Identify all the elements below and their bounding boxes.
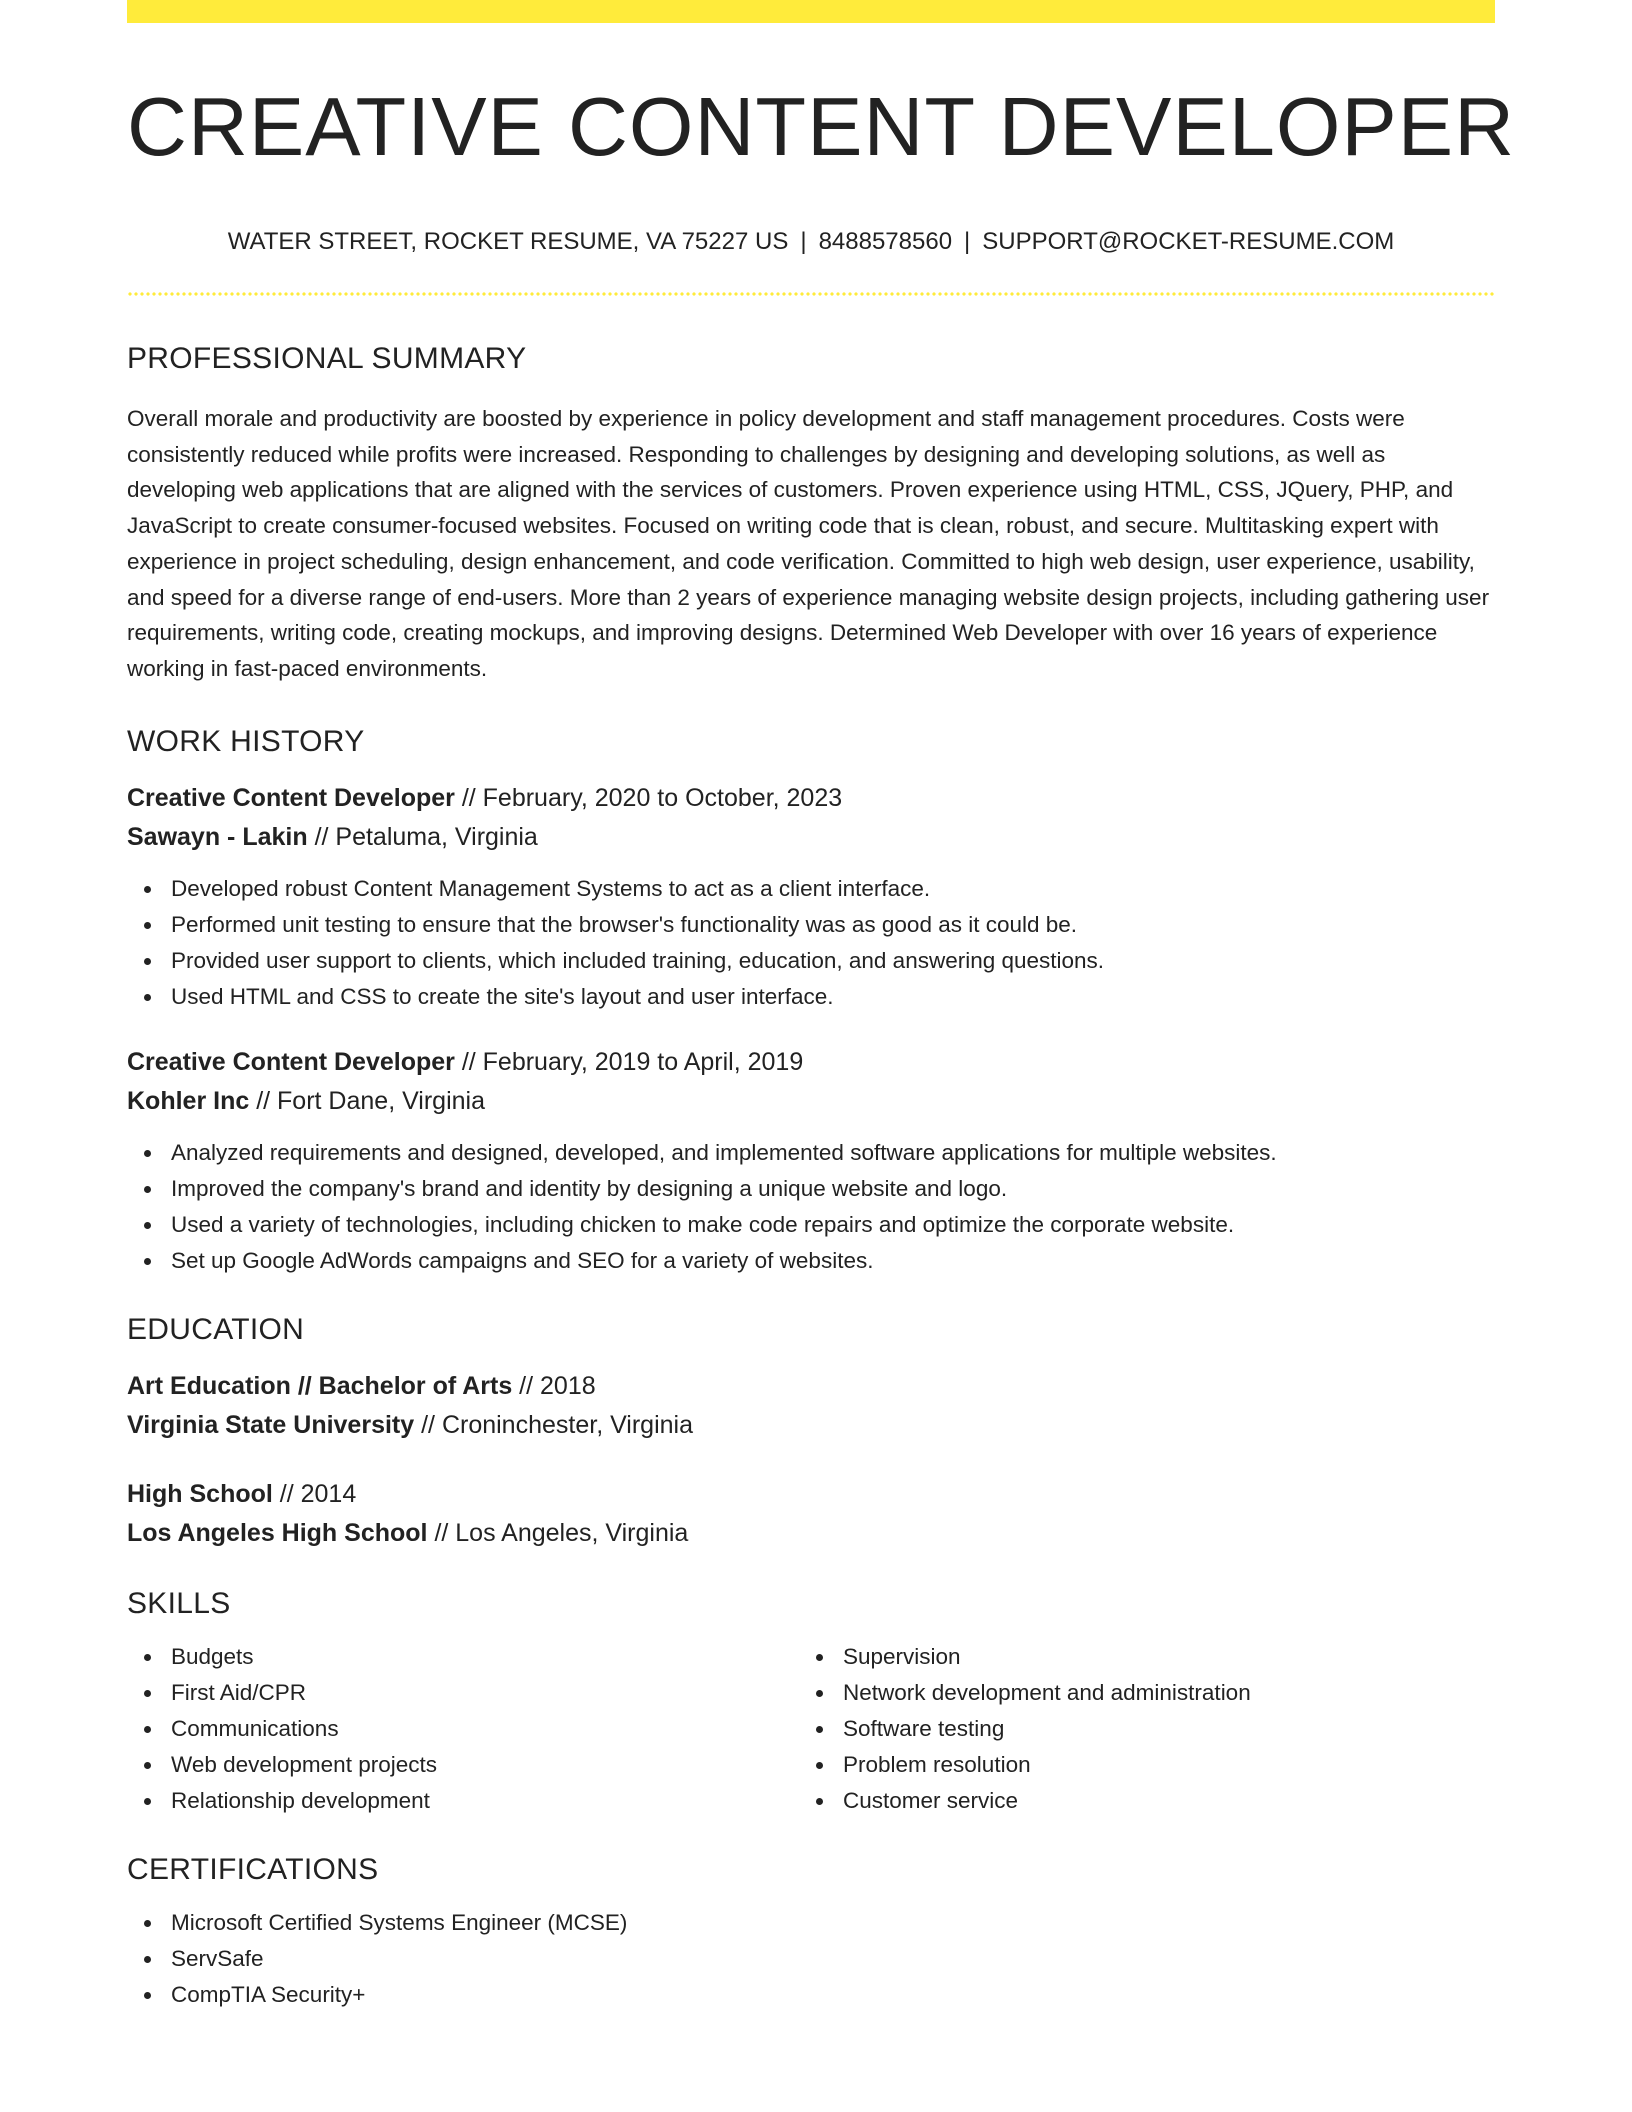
dotted-divider bbox=[127, 292, 1495, 296]
skill-item: Problem resolution bbox=[799, 1747, 1471, 1783]
job-company-line bbox=[127, 818, 1495, 857]
job-bullet: Developed robust Content Management Systems to act as a client interface. bbox=[127, 871, 1495, 907]
certification-item: ServSafe bbox=[127, 1941, 1495, 1977]
summary-heading: PROFESSIONAL SUMMARY bbox=[127, 342, 527, 375]
job-bullets bbox=[127, 1135, 1495, 1279]
job-company: Kohler Inc bbox=[127, 1086, 250, 1115]
job-company: Sawayn - Lakin bbox=[127, 822, 308, 851]
certifications-list bbox=[127, 1905, 1495, 2013]
job-bullet: Set up Google AdWords campaigns and SEO for a variety of websites. bbox=[127, 1243, 1495, 1279]
job-bullet: Used a variety of technologies, including chicken to make code repairs and optimize the corporate website. bbox=[127, 1207, 1495, 1243]
skill-item: First Aid/CPR bbox=[127, 1675, 799, 1711]
skills-column-right bbox=[799, 1639, 1471, 1819]
work-history-heading: WORK HISTORY bbox=[127, 724, 365, 758]
job-role: Creative Content Developer bbox=[127, 783, 455, 812]
job-entry bbox=[127, 779, 1495, 1015]
skills-list bbox=[127, 1639, 799, 1819]
degree-line bbox=[127, 1475, 1495, 1514]
school-location: // Los Angeles, Virginia bbox=[427, 1518, 689, 1547]
school-name: Virginia State University bbox=[127, 1410, 415, 1439]
school-location: // Croninchester, Virginia bbox=[414, 1410, 694, 1439]
degree-name: Art Education // Bachelor of Arts bbox=[127, 1371, 513, 1400]
job-location: // Fort Dane, Virginia bbox=[249, 1086, 486, 1115]
contact-phone: 8488578560 bbox=[818, 228, 953, 255]
job-bullet: Improved the company's brand and identity by designing a unique website and logo. bbox=[127, 1171, 1495, 1207]
skill-item: Software testing bbox=[799, 1711, 1471, 1747]
job-location: // Petaluma, Virginia bbox=[307, 822, 538, 851]
skill-item: Relationship development bbox=[127, 1783, 799, 1819]
job-bullet: Performed unit testing to ensure that the browser's functionality was as good as it could be. bbox=[127, 907, 1495, 943]
summary-text: Overall morale and productivity are boosted by experience in policy development and staff management procedures. Costs were consistently reduced while profits were increased. Responding to challenges by designing and developing solutions, as well as developing web applications that are aligned with the services of customers. Proven experience using HTML, CSS, JQuery, PHP, and JavaScript to create consumer-focused websites. Focused on writing code that is clean, robust, and secure. Multitasking expert with experience in project scheduling, design enhancement, and code verification. Committed to high web design, user experience, usability, and speed for a diverse range of end-users. More than 2 years of experience managing website design projects, including gathering user requirements, writing code, creating mockups, and improving designs. Determined Web Developer with over 16 years of experience working in fast-paced environments. bbox=[127, 406, 1490, 681]
resume-page bbox=[127, 0, 1516, 2013]
job-bullet: Used HTML and CSS to create the site's layout and user interface. bbox=[127, 979, 1495, 1015]
contact-address: WATER STREET, ROCKET RESUME, VA 75227 US bbox=[227, 228, 789, 255]
skill-item: Web development projects bbox=[127, 1747, 799, 1783]
skill-item: Supervision bbox=[799, 1639, 1471, 1675]
skills-list bbox=[799, 1639, 1471, 1819]
resume-name: CREATIVE CONTENT DEVELOPER bbox=[127, 80, 1516, 173]
job-bullet: Analyzed requirements and designed, developed, and implemented software applications for multiple websites. bbox=[127, 1135, 1495, 1171]
skills-column-left bbox=[127, 1639, 799, 1819]
skill-item: Communications bbox=[127, 1711, 799, 1747]
skills-columns bbox=[127, 1639, 1495, 1819]
degree-line bbox=[127, 1367, 1495, 1406]
job-dates: // February, 2019 to April, 2019 bbox=[454, 1047, 804, 1076]
skill-item: Customer service bbox=[799, 1783, 1471, 1819]
education-entry bbox=[127, 1475, 1495, 1553]
certifications-heading: CERTIFICATIONS bbox=[127, 1852, 379, 1886]
education-heading: EDUCATION bbox=[127, 1312, 305, 1346]
skill-item: Network development and administration bbox=[799, 1675, 1471, 1711]
job-bullet: Provided user support to clients, which included training, education, and answering questions. bbox=[127, 943, 1495, 979]
job-bullets bbox=[127, 871, 1495, 1015]
job-title-line bbox=[127, 1043, 1495, 1082]
certification-item: CompTIA Security+ bbox=[127, 1977, 1495, 2013]
degree-year: // 2018 bbox=[512, 1371, 596, 1400]
job-entry bbox=[127, 1043, 1495, 1279]
accent-top-bar bbox=[127, 0, 1495, 23]
school-line bbox=[127, 1406, 1495, 1445]
school-line bbox=[127, 1514, 1495, 1553]
certification-item: Microsoft Certified Systems Engineer (MCSE) bbox=[127, 1905, 1495, 1941]
contact-separator: | bbox=[964, 228, 971, 255]
skill-item: Budgets bbox=[127, 1639, 799, 1675]
job-title-line bbox=[127, 779, 1495, 818]
education-entry bbox=[127, 1367, 1495, 1445]
degree-year: // 2014 bbox=[272, 1479, 357, 1508]
job-company-line bbox=[127, 1082, 1495, 1121]
school-name: Los Angeles High School bbox=[127, 1518, 428, 1547]
job-dates: // February, 2020 to October, 2023 bbox=[454, 783, 843, 812]
contact-line bbox=[127, 230, 1495, 254]
contact-email: SUPPORT@ROCKET-RESUME.COM bbox=[982, 228, 1395, 255]
contact-separator: | bbox=[800, 228, 807, 255]
skills-heading: SKILLS bbox=[127, 1586, 231, 1620]
degree-name: High School bbox=[127, 1479, 273, 1508]
job-role: Creative Content Developer bbox=[127, 1047, 455, 1076]
